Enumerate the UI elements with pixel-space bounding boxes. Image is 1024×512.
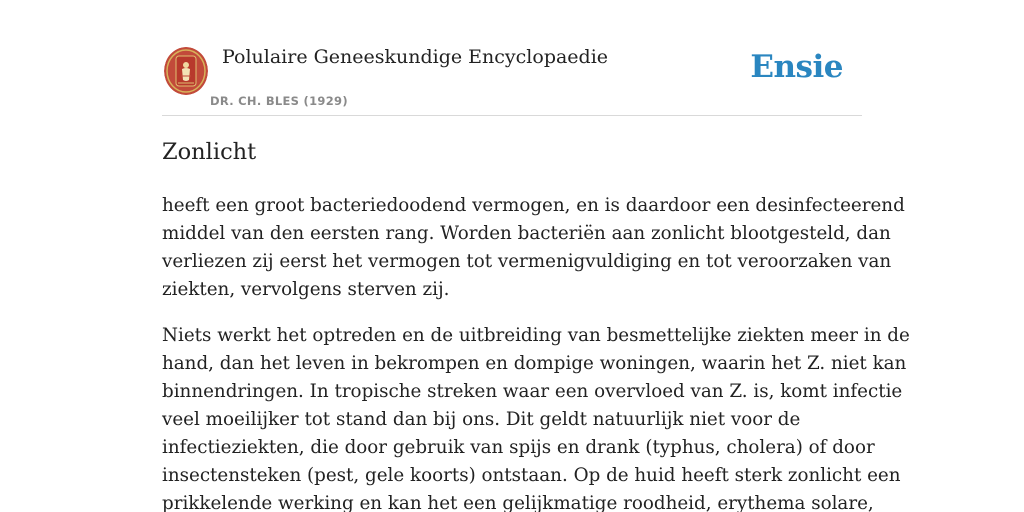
paragraph-2 (162, 322, 910, 512)
text-line: binnendringen. In tropische streken waar een overvloed van Z. is, komt infectie (162, 381, 903, 402)
entry-body (162, 192, 910, 512)
page (162, 0, 910, 512)
text-line: infectieziekten, die door gebruik van spijs en drank (typhus, cholera) of door (162, 437, 875, 458)
text-line: hand, dan het leven in bekrompen en dompige woningen, waarin het Z. niet kan (162, 353, 907, 374)
book-header (162, 40, 862, 116)
book-title[interactable]: Polulaire Geneeskundige Encyclopaedie (222, 46, 609, 68)
text-line: insectensteken (pest, gele koorts) ontstaan. Op de huid heeft sterk zonlicht een (162, 465, 901, 486)
text-line: prikkelende werking en kan het een gelijkmatige roodheid, erythema solare, (162, 493, 874, 512)
book-cover-emblem (164, 47, 208, 95)
book-author: DR. CH. BLES (1929) (210, 94, 348, 108)
paragraph-1 (162, 192, 905, 304)
text-line: ziekten, vervolgens sterven zij. (162, 279, 450, 300)
text-line: heeft een groot bacteriedoodend vermogen, en is daardoor een desinfecteerend (162, 195, 905, 216)
text-line: middel van den eersten rang. Worden bacteriën aan zonlicht blootgesteld, dan (162, 223, 891, 244)
text-line: Niets werkt het optreden en de uitbreiding van besmettelijke ziekten meer in de (162, 325, 910, 346)
book-cover-icon[interactable] (164, 47, 208, 95)
ensie-logo-link[interactable]: Ensie (750, 49, 843, 85)
text-line: veel moeilijker tot stand dan bij ons. Dit geldt natuurlijk niet voor de (162, 409, 801, 430)
entry-title: Zonlicht (162, 139, 257, 165)
text-line: verliezen zij eerst het vermogen tot vermenigvuldiging en tot veroorzaken van (162, 251, 892, 272)
